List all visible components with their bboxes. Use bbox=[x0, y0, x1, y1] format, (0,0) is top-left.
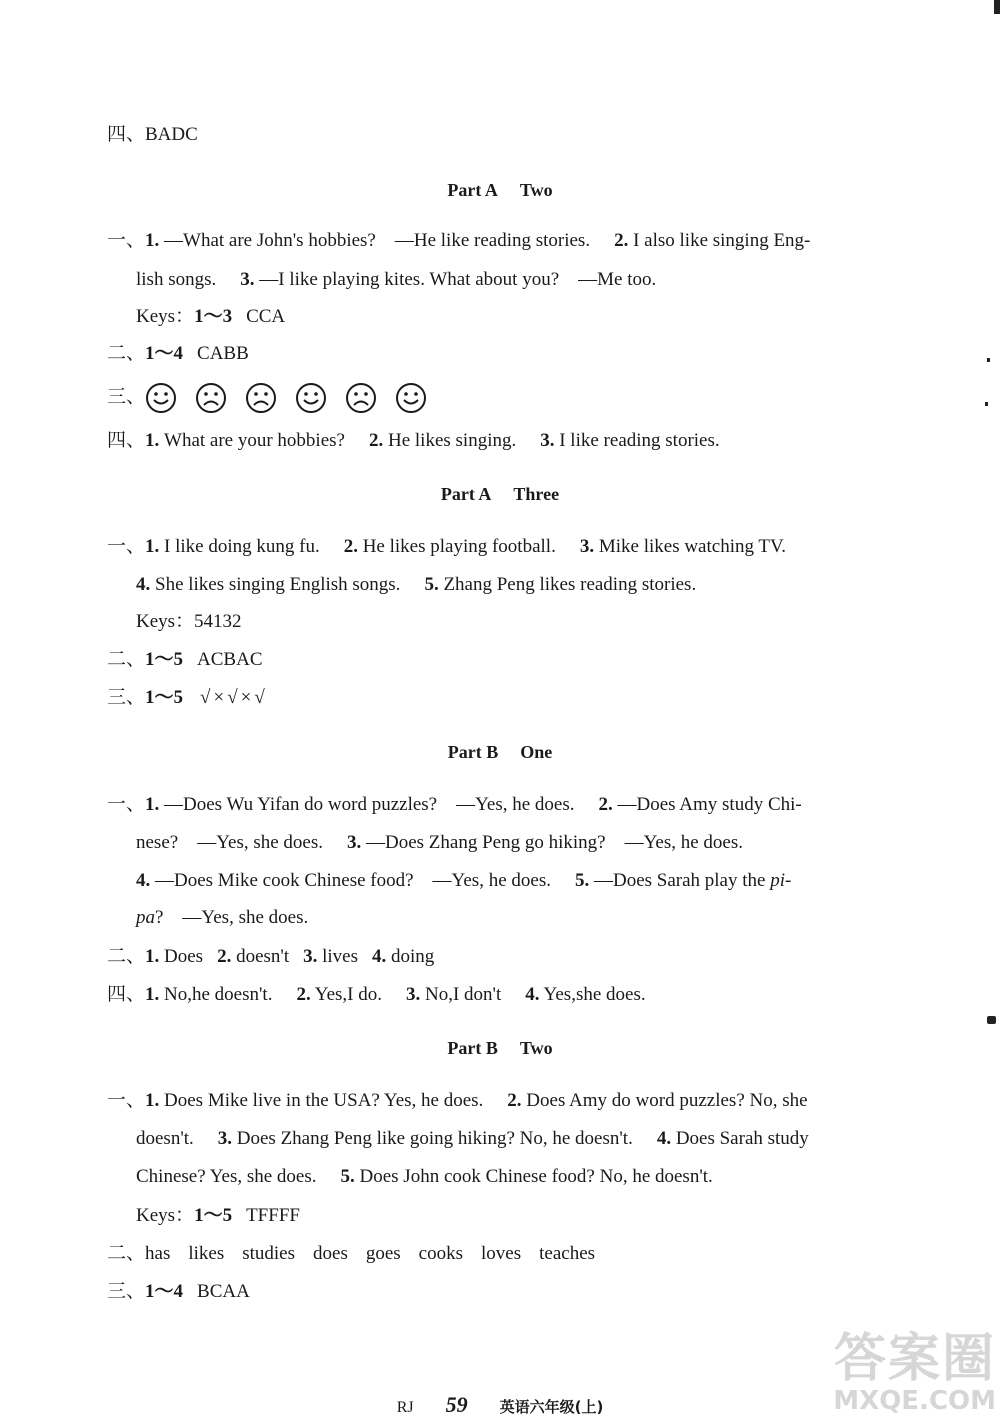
check-mark: √ bbox=[254, 687, 265, 708]
smiley-face-icon bbox=[395, 382, 427, 414]
answer-keys: Keys：54132 bbox=[136, 611, 242, 632]
check-mark: √ bbox=[227, 687, 238, 708]
answer-line-q1: 一、1. I like doing kung fu. 2. He likes playing football. 3. Mike likes watching TV. bbox=[107, 536, 787, 557]
cross-mark: × bbox=[213, 687, 225, 708]
cross-mark: × bbox=[240, 687, 252, 708]
answer-line-q4: 四、1. No,he doesn't. 2. Yes,I do. 3. No,I don't 4. Yes,she does. bbox=[107, 984, 646, 1005]
answer-line-q1-cont: Chinese? Yes, she does. 5. Does John cook Chinese food? No, he doesn't. bbox=[136, 1166, 713, 1187]
answer-line-q4: 四、1. What are your hobbies? 2. He likes singing. 3. I like reading stories. bbox=[107, 430, 720, 451]
answer-line-q1-cont: doesn't. 3. Does Zhang Peng like going hiking? No, he doesn't. 4. Does Sarah study bbox=[136, 1128, 809, 1149]
answer-keys: Keys：1～3 CCA bbox=[136, 306, 286, 327]
answer-line-q1: 一、1. Does Mike live in the USA? Yes, he does. 2. Does Amy do word puzzles? No, she bbox=[107, 1090, 808, 1111]
answer-line-q1: 一、1. —What are John's hobbies? —He like reading stories. 2. I also like singing Eng- bbox=[107, 230, 811, 251]
answer-line-q2: 二、1. Does 2. doesn't 3. lives 4. doing bbox=[107, 946, 435, 967]
scan-dot bbox=[987, 1016, 996, 1024]
scan-edge-mark bbox=[994, 0, 1000, 14]
answer-line-q3: 三、1～4 BCAA bbox=[107, 1281, 250, 1302]
answer-line-q3-marks: 三、1～5 √ × √ × √ bbox=[107, 687, 265, 708]
grade-label: 英语六年级(上) bbox=[499, 1398, 604, 1416]
smiley-face-icon bbox=[295, 382, 327, 414]
answer-line-q3-faces: 三、 bbox=[107, 381, 445, 414]
answer-line-q1-cont: nese? —Yes, she does. 3. —Does Zhang Peng go hiking? —Yes, he does. bbox=[136, 832, 743, 853]
answer-line-q2-words: 二、has likes studies does goes cooks loves teaches bbox=[107, 1243, 596, 1264]
answer-keys: Keys：1～5 TFFFF bbox=[136, 1205, 300, 1226]
section-title-part-b-two: Part B Two bbox=[447, 1038, 553, 1058]
answer-line-q1: 一、1. —Does Wu Yifan do word puzzles? —Yes, he does. 2. —Does Amy study Chi- bbox=[107, 794, 802, 815]
answer-line-q1-cont: 4. —Does Mike cook Chinese food? —Yes, he does. 5. —Does Sarah play the pi- bbox=[136, 870, 792, 891]
answer-line-q1-cont: pa? —Yes, she does. bbox=[136, 907, 309, 928]
scan-dot bbox=[987, 358, 990, 362]
frowning-face-icon bbox=[195, 382, 227, 414]
smiley-face-icon bbox=[145, 382, 177, 414]
answer-line-q2: 二、1～4 CABB bbox=[107, 343, 249, 364]
frowning-face-icon bbox=[345, 382, 377, 414]
section-title-part-a-two: Part A Two bbox=[447, 180, 553, 200]
watermark-logo: 答案圈 bbox=[833, 1329, 996, 1389]
check-mark: √ bbox=[200, 687, 211, 708]
watermark bbox=[833, 1331, 996, 1415]
section-title-part-a-three: Part A Three bbox=[440, 484, 560, 504]
answer-line-q2: 二、1～5 ACBAC bbox=[107, 649, 263, 670]
page-number: 59 bbox=[445, 1392, 468, 1417]
watermark-url: MXQE.COM bbox=[833, 1386, 996, 1416]
edition-label: RJ bbox=[396, 1399, 414, 1416]
answer-line-q1-cont: 4. She likes singing English songs. 5. Zhang Peng likes reading stories. bbox=[136, 574, 697, 595]
answer-line-q4-top: 四、BADC bbox=[107, 124, 198, 145]
frowning-face-icon bbox=[245, 382, 277, 414]
answer-line-q1-cont: lish songs. 3. —I like playing kites. What about you? —Me too. bbox=[136, 269, 657, 290]
scan-dot bbox=[985, 402, 988, 406]
section-title-part-b-one: Part B One bbox=[447, 742, 553, 762]
